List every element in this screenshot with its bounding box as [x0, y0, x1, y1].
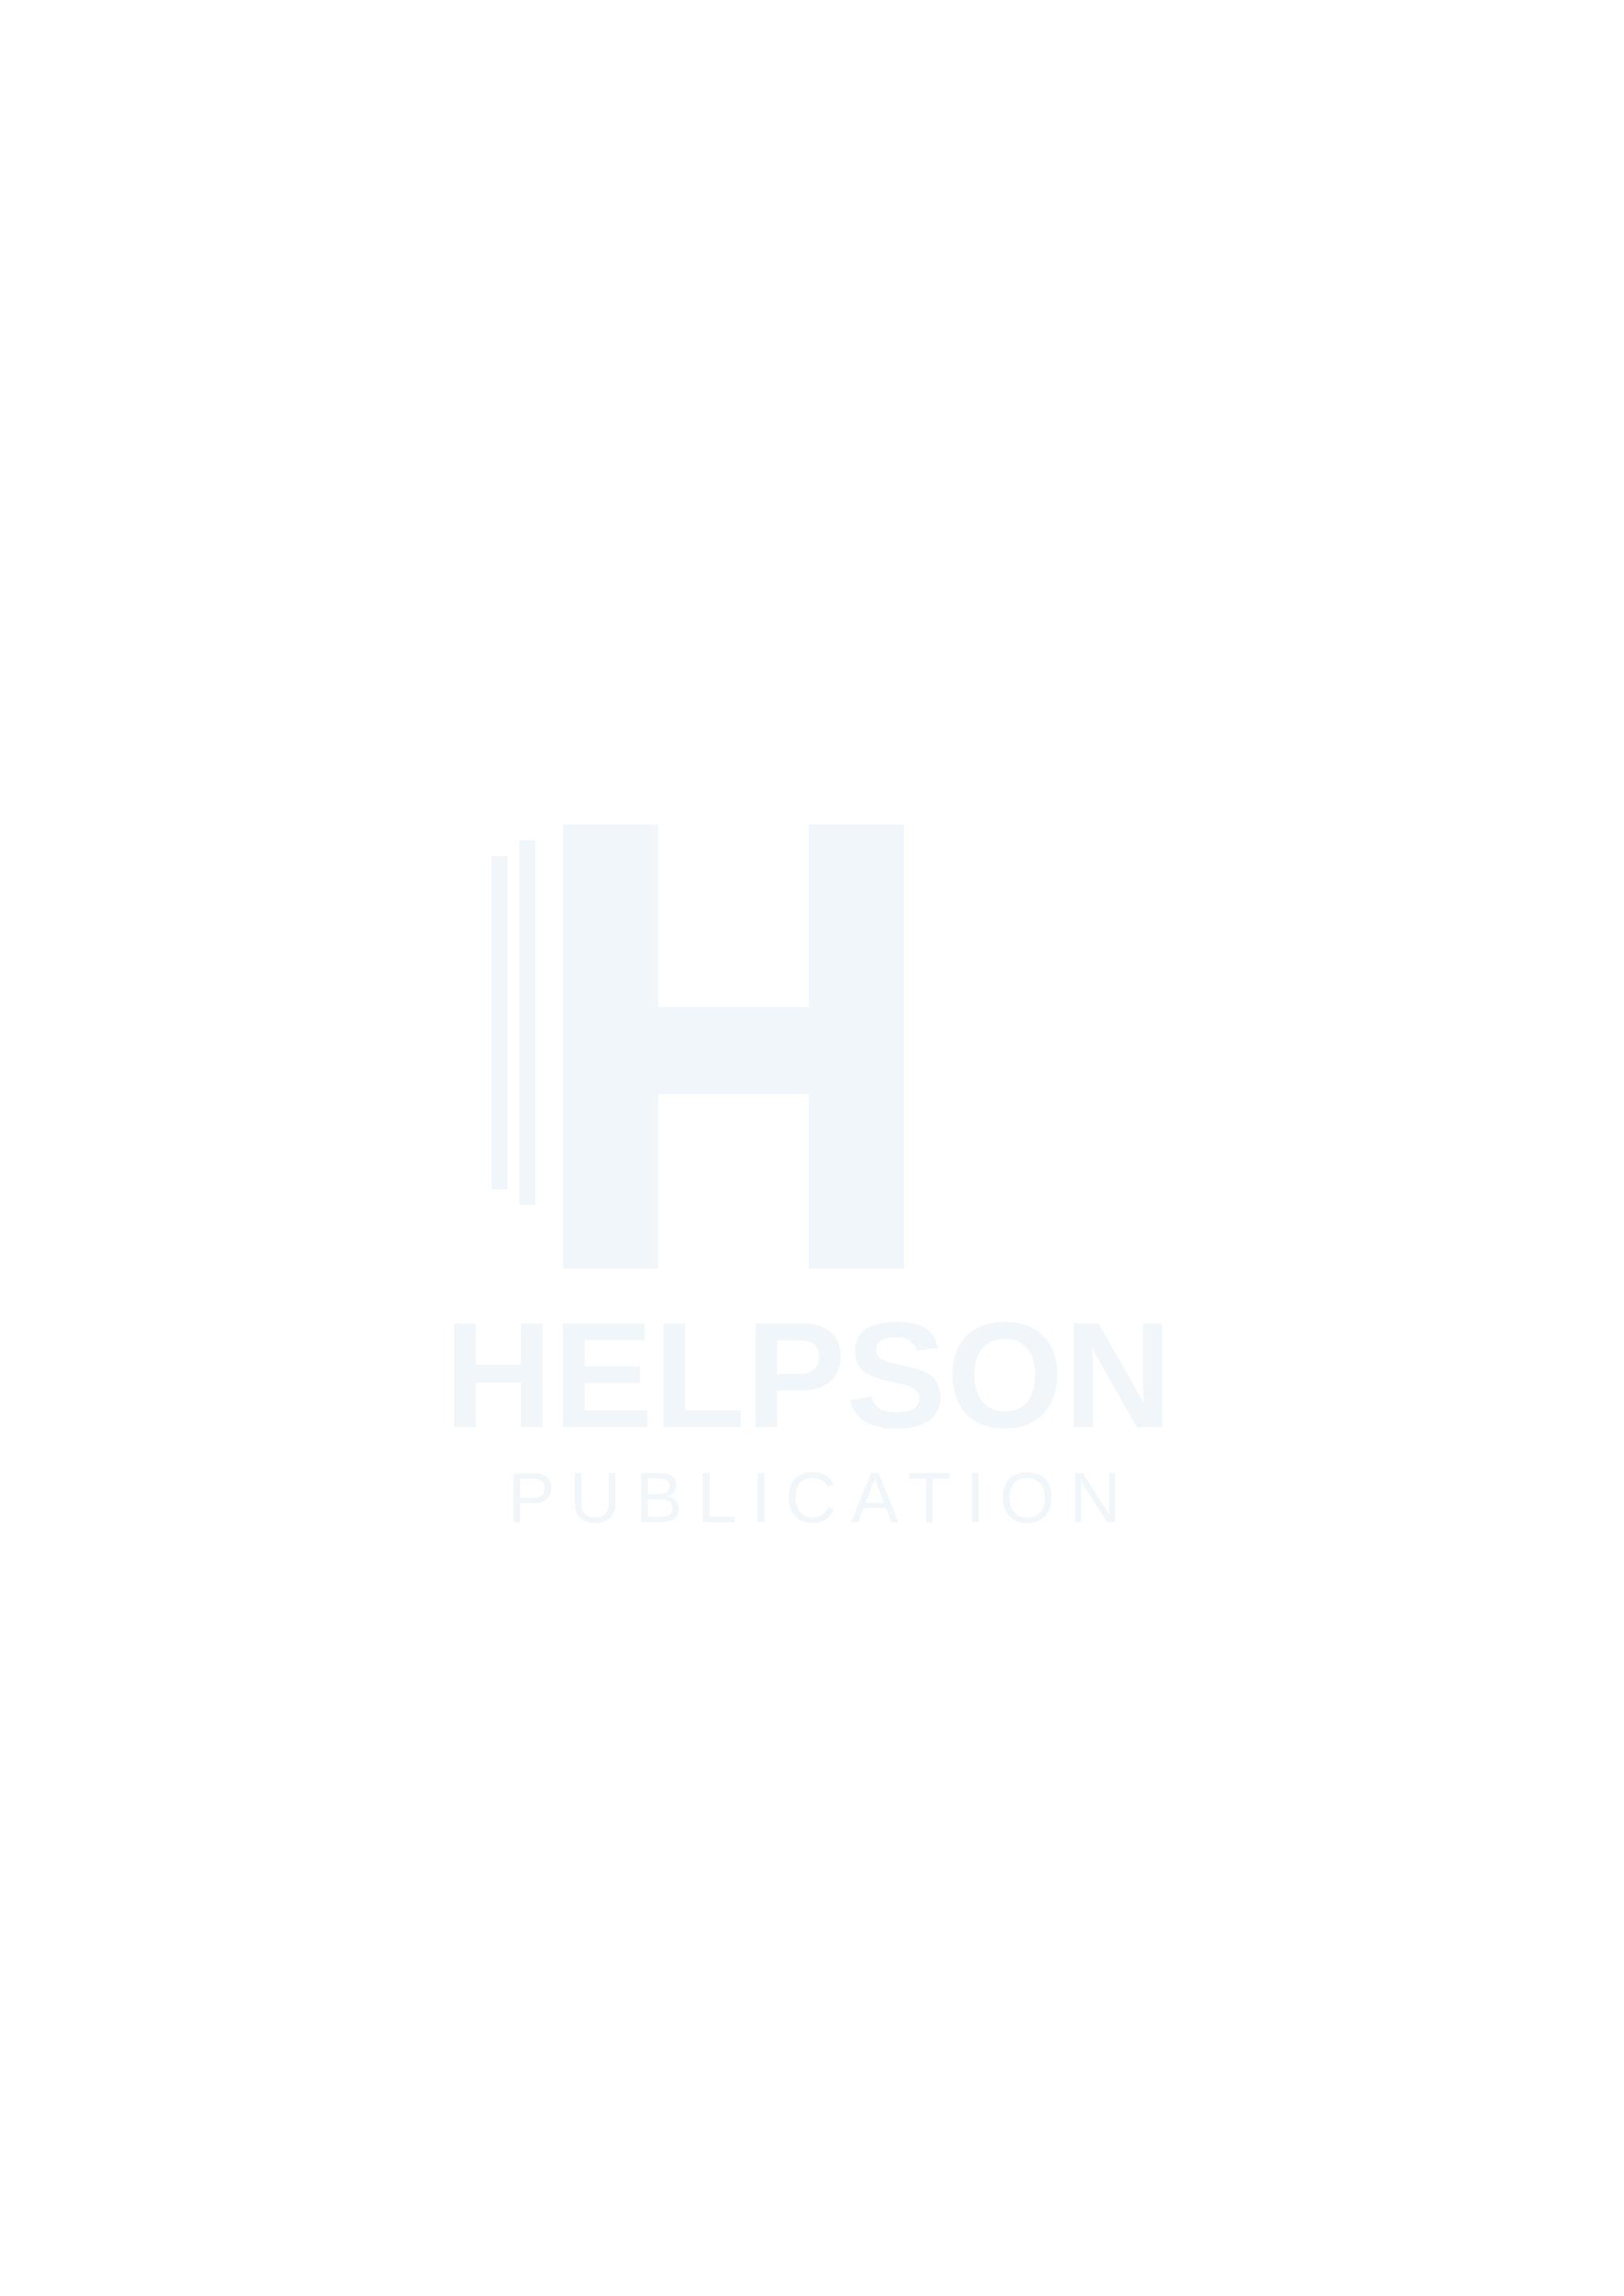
svg-text:PUBLICATION: PUBLICATION — [508, 1459, 1136, 1538]
publisher-watermark — [444, 825, 1221, 1538]
svg-text:HELPSON: HELPSON — [444, 1292, 1173, 1460]
watermark-logo-icon — [444, 825, 1221, 1538]
